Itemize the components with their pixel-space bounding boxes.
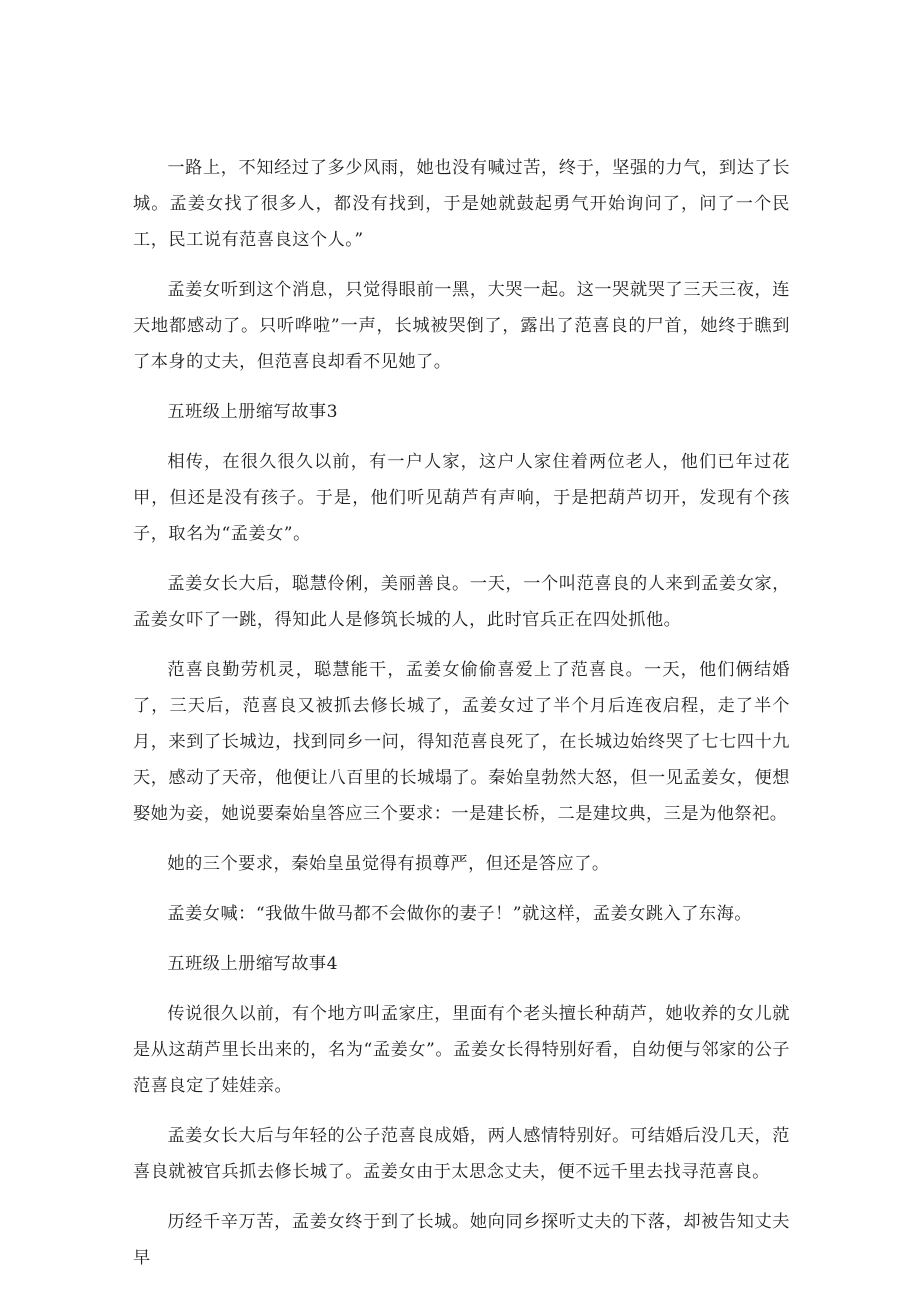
section-heading: 五班级上册缩写故事3 [167,402,339,422]
document-page [133,150,790,1290]
paragraph: 传说很久以前，有个地方叫孟家庄，里面有个老头擅长种葫芦，她收养的女儿就是从这葫芦里长出来的，名为“孟姜女”。孟姜女长得特别好看，自幼便与邻家的公子范喜良定了娃娃亲。 [133,1004,790,1096]
paragraph: 范喜良勤劳机灵，聪慧能干，孟姜女偷偷喜爱上了范喜良。一天，他们俩结婚了，三天后，范喜良又被抓去修长城了，孟姜女过了半个月后连夜启程，走了半个月，来到了长城边，找到同乡一问，得知范喜良死了，在长城边始终哭了七七四十九天，感动了天帝，他便让八百里的长城塌了。秦始皇勃然大怒，但一见孟姜女，便想娶她为妾，她说要秦始皇答应三个要求：一是建长桥，二是建坟典，三是为他祭祀。 [133,660,790,824]
paragraph: 她的三个要求，秦始皇虽觉得有损尊严，但还是答应了。 [167,854,610,874]
paragraph: 历经千辛万苦，孟姜女终于到了长城。她向同乡探听丈夫的下落，却被告知丈夫早 [133,1212,790,1268]
paragraph: 孟姜女听到这个消息，只觉得眼前一黑，大哭一起。这一哭就哭了三天三夜，连天地都感动了。只听哗啦”一声，长城被哭倒了，露出了范喜良的尸首，她终于瞧到了本身的丈夫，但范喜良却看不见她了。 [133,280,790,372]
paragraph: 孟姜女长大后，聪慧伶俐，美丽善良。一天，一个叫范喜良的人来到孟姜女家，孟姜女吓了一跳，得知此人是修筑长城的人，此时官兵正在四处抓他。 [133,574,790,630]
section-heading: 五班级上册缩写故事4 [167,954,339,974]
paragraph: 孟姜女喊：“我做牛做马都不会做你的妻子！”就这样，孟姜女跳入了东海。 [167,904,752,924]
paragraph: 孟姜女长大后与年轻的公子范喜良成婚，两人感情特别好。可结婚后没几天，范喜良就被官兵抓去修长城了。孟姜女由于太思念丈夫，便不远千里去找寻范喜良。 [133,1126,790,1182]
paragraph: 相传，在很久很久以前，有一户人家，这户人家住着两位老人，他们已年过花甲，但还是没有孩子。于是，他们听见葫芦有声响，于是把葫芦切开，发现有个孩子，取名为“孟姜女”。 [133,452,790,544]
paragraph: 一路上，不知经过了多少风雨，她也没有喊过苦，终于，坚强的力气，到达了长城。孟姜女找了很多人，都没有找到，于是她就鼓起勇气开始询问了，问了一个民工，民工说有范喜良这个人。” [133,158,790,250]
